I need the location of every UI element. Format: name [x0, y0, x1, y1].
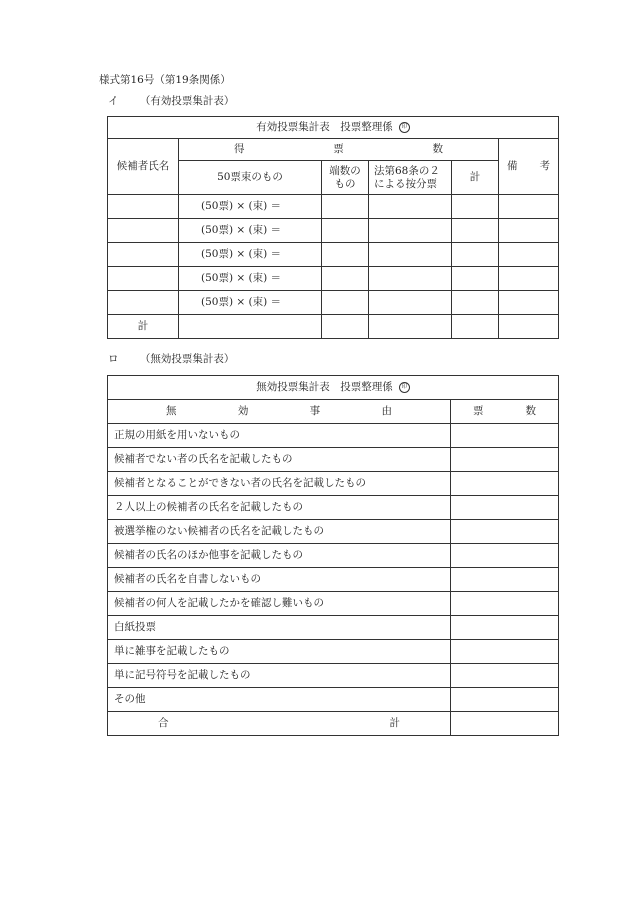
- remarks-cell: [499, 195, 559, 219]
- invalid-reason-row: [108, 472, 559, 496]
- proportional-header: 法第68条の２による按分票: [369, 161, 452, 195]
- invalid-reason-row: [108, 448, 559, 472]
- valid-total-label: 計: [108, 315, 179, 339]
- section-i-marker: イ: [108, 95, 119, 107]
- invalid-reason-label: 正規の用紙を用いないもの: [108, 424, 451, 448]
- invalid-count-cell: [451, 616, 559, 640]
- invalid-reason-row: [108, 664, 559, 688]
- valid-table-title: 有効投票集計表 投票整理係 印: [108, 117, 559, 139]
- remarks-cell: [499, 291, 559, 315]
- valid-total-cell: [322, 315, 369, 339]
- section-i-heading: [108, 93, 234, 108]
- candidate-name-header: 候補者氏名: [108, 139, 179, 195]
- valid-vote-row: [108, 243, 559, 267]
- remarks-cell: [499, 219, 559, 243]
- fraction-cell: [322, 291, 369, 315]
- invalid-reason-label: 候補者の何人を記載したかを確認し難いもの: [108, 592, 451, 616]
- invalid-count-cell: [451, 424, 559, 448]
- invalid-reason-row: [108, 544, 559, 568]
- invalid-reason-label: 候補者でない者の氏名を記載したもの: [108, 448, 451, 472]
- candidate-name-cell: [108, 291, 179, 315]
- valid-vote-row: [108, 195, 559, 219]
- invalid-votes-table: [107, 375, 559, 736]
- invalid-total-label: 合 計: [108, 712, 451, 736]
- invalid-reason-row: [108, 424, 559, 448]
- invalid-count-cell: [451, 568, 559, 592]
- subtotal-cell: [452, 243, 499, 267]
- section-ro-heading: [108, 351, 234, 366]
- proportional-cell: [369, 291, 452, 315]
- proportional-cell: [369, 219, 452, 243]
- invalid-count-cell: [451, 496, 559, 520]
- proportional-cell: [369, 195, 452, 219]
- subtotal-cell: [452, 219, 499, 243]
- invalid-reason-label: 白紙投票: [108, 616, 451, 640]
- reason-header: 無 効 事 由: [108, 400, 451, 424]
- valid-total-cell: [452, 315, 499, 339]
- valid-votes-table: [107, 116, 559, 339]
- proportional-cell: [369, 243, 452, 267]
- invalid-reason-label: 単に記号符号を記載したもの: [108, 664, 451, 688]
- votes-header: 得 票 数: [179, 139, 499, 161]
- count-header: 票 数: [451, 400, 559, 424]
- invalid-total-count: [451, 712, 559, 736]
- subtotal-cell: [452, 195, 499, 219]
- invalid-reason-row: [108, 688, 559, 712]
- invalid-reason-label: 候補者となることができない者の氏名を記載したもの: [108, 472, 451, 496]
- fraction-cell: [322, 243, 369, 267]
- fraction-cell: [322, 219, 369, 243]
- candidate-name-cell: [108, 195, 179, 219]
- valid-total-cell: [369, 315, 452, 339]
- section-i-title: （有効投票集計表）: [139, 95, 235, 107]
- valid-vote-row: [108, 219, 559, 243]
- bundles-formula-cell: (50票) × (束) ＝: [179, 267, 322, 291]
- invalid-reason-label: その他: [108, 688, 451, 712]
- invalid-reason-row: [108, 568, 559, 592]
- bundles-formula-cell: (50票) × (束) ＝: [179, 195, 322, 219]
- candidate-name-cell: [108, 219, 179, 243]
- remarks-cell: [499, 243, 559, 267]
- invalid-count-cell: [451, 640, 559, 664]
- seal-icon: 印: [399, 382, 410, 393]
- remarks-header: 備 考: [499, 139, 559, 195]
- invalid-reason-label: ２人以上の候補者の氏名を記載したもの: [108, 496, 451, 520]
- bundles-header: 50票束のもの: [179, 161, 322, 195]
- candidate-name-cell: [108, 267, 179, 291]
- invalid-count-cell: [451, 688, 559, 712]
- section-ro-marker: ロ: [108, 353, 119, 365]
- form-number: 様式第16号（第19条関係）: [99, 74, 231, 86]
- section-ro-title: （無効投票集計表）: [139, 353, 235, 365]
- invalid-count-cell: [451, 448, 559, 472]
- fraction-cell: [322, 195, 369, 219]
- bundles-formula-cell: (50票) × (束) ＝: [179, 243, 322, 267]
- invalid-reason-row: [108, 496, 559, 520]
- invalid-reason-label: 候補者の氏名のほか他事を記載したもの: [108, 544, 451, 568]
- seal-icon: 印: [399, 122, 410, 133]
- invalid-reason-row: [108, 520, 559, 544]
- invalid-count-cell: [451, 520, 559, 544]
- candidate-name-cell: [108, 243, 179, 267]
- invalid-count-cell: [451, 544, 559, 568]
- fraction-header: 端数のもの: [322, 161, 369, 195]
- subtotal-cell: [452, 291, 499, 315]
- proportional-cell: [369, 267, 452, 291]
- invalid-count-cell: [451, 472, 559, 496]
- bundles-formula-cell: (50票) × (束) ＝: [179, 291, 322, 315]
- bundles-formula-cell: (50票) × (束) ＝: [179, 219, 322, 243]
- invalid-reason-label: 単に雑事を記載したもの: [108, 640, 451, 664]
- valid-vote-row: [108, 267, 559, 291]
- valid-total-cell: [499, 315, 559, 339]
- subtotal-header: 計: [452, 161, 499, 195]
- invalid-count-cell: [451, 592, 559, 616]
- invalid-reason-label: 候補者の氏名を自書しないもの: [108, 568, 451, 592]
- remarks-cell: [499, 267, 559, 291]
- valid-total-cell: [179, 315, 322, 339]
- invalid-reason-row: [108, 640, 559, 664]
- invalid-count-cell: [451, 664, 559, 688]
- subtotal-cell: [452, 267, 499, 291]
- fraction-cell: [322, 267, 369, 291]
- invalid-table-title: 無効投票集計表 投票整理係 印: [108, 376, 559, 400]
- valid-vote-row: [108, 291, 559, 315]
- invalid-reason-label: 被選挙権のない候補者の氏名を記載したもの: [108, 520, 451, 544]
- invalid-reason-row: [108, 616, 559, 640]
- invalid-reason-row: [108, 592, 559, 616]
